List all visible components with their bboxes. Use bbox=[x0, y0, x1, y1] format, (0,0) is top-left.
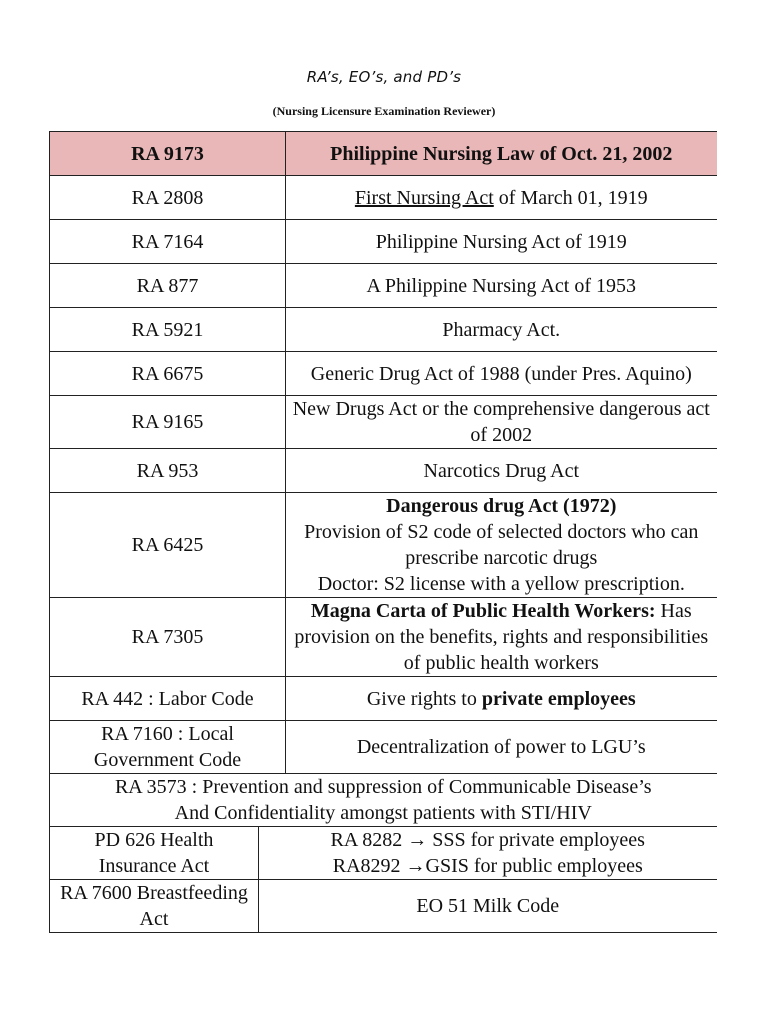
law-code: RA 5921 bbox=[50, 308, 286, 352]
law-desc-bold: private employees bbox=[481, 687, 636, 710]
law-code: RA 9165 bbox=[50, 396, 286, 449]
table-row bbox=[50, 449, 717, 493]
law-desc-line: RA 8282 → SSS for private employees bbox=[330, 829, 645, 851]
law-desc: A Philippine Nursing Act of 1953 bbox=[286, 264, 717, 308]
table-row bbox=[50, 308, 717, 352]
table-row bbox=[50, 774, 717, 827]
law-desc-line: RA 3573 : Prevention and suppression of Communicable Disease’s bbox=[114, 776, 652, 798]
law-desc-title: Dangerous drug Act (1972) bbox=[386, 495, 617, 517]
law-table bbox=[49, 131, 717, 933]
law-desc-title: Magna Carta of Public Health Workers: bbox=[310, 600, 656, 622]
law-desc bbox=[286, 176, 717, 220]
header-desc: Philippine Nursing Law of Oct. 21, 2002 bbox=[286, 132, 717, 176]
law-desc bbox=[259, 827, 717, 880]
law-code: RA 953 bbox=[50, 449, 286, 493]
law-desc-underlined: First Nursing Act bbox=[354, 186, 494, 209]
law-desc-rest: Has provision on the benefits, rights and responsibilities of public health workers bbox=[294, 600, 709, 674]
law-code: RA 7160 : Local Government Code bbox=[50, 721, 286, 774]
law-desc: Philippine Nursing Act of 1919 bbox=[286, 220, 717, 264]
table-row bbox=[50, 396, 717, 449]
law-code: RA 7164 bbox=[50, 220, 286, 264]
law-code: RA 7600 Breastfeeding Act bbox=[50, 880, 259, 933]
law-desc: Narcotics Drug Act bbox=[286, 449, 717, 493]
table-row bbox=[50, 264, 717, 308]
table-row bbox=[50, 352, 717, 396]
law-code: RA 7305 bbox=[50, 598, 286, 677]
law-desc-line: Provision of S2 code of selected doctors who can prescribe narcotic drugs bbox=[304, 521, 699, 569]
table-row bbox=[50, 880, 717, 933]
law-full-row bbox=[50, 774, 717, 827]
table-row bbox=[50, 677, 717, 721]
law-desc bbox=[286, 677, 717, 721]
law-code: RA 877 bbox=[50, 264, 286, 308]
law-code: RA 6425 bbox=[50, 493, 286, 598]
law-desc: Generic Drug Act of 1988 (under Pres. Aquino) bbox=[286, 352, 717, 396]
law-code: RA 442 : Labor Code bbox=[50, 677, 286, 721]
law-desc bbox=[286, 493, 717, 598]
law-desc: New Drugs Act or the comprehensive dangerous act of 2002 bbox=[286, 396, 717, 449]
table-row bbox=[50, 721, 717, 774]
page-title: RA’s, EO’s, and PD’s bbox=[306, 68, 462, 86]
law-code: PD 626 Health Insurance Act bbox=[50, 827, 259, 880]
law-desc-line: And Confidentiality amongst patients with STI/HIV bbox=[174, 802, 592, 824]
law-desc-line: RA8292 →GSIS for public employees bbox=[332, 855, 643, 877]
table-row bbox=[50, 220, 717, 264]
table-row bbox=[50, 827, 717, 880]
table-row bbox=[50, 598, 717, 677]
law-desc: Pharmacy Act. bbox=[286, 308, 717, 352]
header-code: RA 9173 bbox=[50, 132, 286, 176]
law-desc-rest: Give rights to bbox=[366, 687, 482, 710]
page-subtitle: (Nursing Licensure Examination Reviewer) bbox=[272, 104, 496, 118]
table-row bbox=[50, 176, 717, 220]
law-desc: EO 51 Milk Code bbox=[259, 880, 717, 933]
table-header-row bbox=[50, 132, 717, 176]
table-row bbox=[50, 493, 717, 598]
law-desc: Decentralization of power to LGU’s bbox=[286, 721, 717, 774]
law-desc-line: Doctor: S2 license with a yellow prescription. bbox=[317, 573, 685, 595]
law-desc bbox=[286, 598, 717, 677]
law-code: RA 2808 bbox=[50, 176, 286, 220]
law-code: RA 6675 bbox=[50, 352, 286, 396]
law-desc-rest: of March 01, 1919 bbox=[493, 186, 648, 209]
